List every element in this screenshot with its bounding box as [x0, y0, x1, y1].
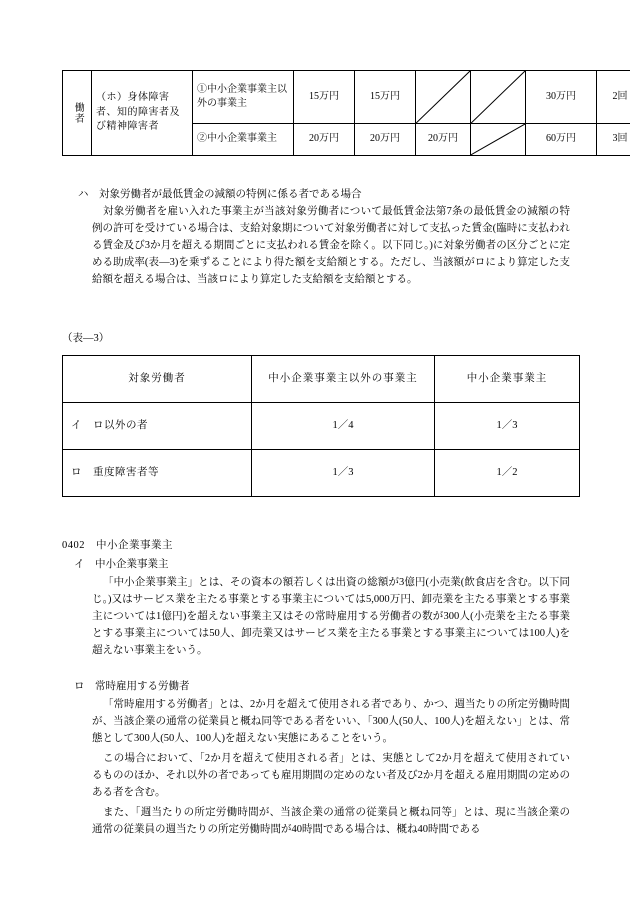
cell-category: （ホ）身体障害者、知的障害者及び精神障害者	[92, 71, 193, 156]
cell-total-amount: 30万円	[526, 71, 597, 124]
section-ha-label: ハ 対象労働者が最低賃金の減額の特例に係る者である場合	[78, 189, 362, 200]
section-0402-item-ro-label: ロ 常時雇用する労働者	[74, 681, 190, 692]
table-header-row	[63, 356, 580, 403]
cell-total-amount: 60万円	[526, 124, 597, 156]
cell-amount-1: 15万円	[294, 71, 355, 124]
cell-subcategory: ②中小企業事業主	[193, 124, 294, 156]
benefit-amount-table	[62, 70, 628, 156]
cell-amount-2: 20万円	[355, 124, 416, 156]
cell-subcategory: ①中小企業事業主以外の事業主	[193, 71, 294, 124]
table3-grid	[62, 355, 580, 497]
table-row	[63, 450, 580, 497]
cell-amount-2: 15万円	[355, 71, 416, 124]
diagonal-line-icon	[471, 124, 525, 155]
table3-cell-non-sme: 1／3	[252, 450, 435, 497]
table3-header-sme: 中小企業事業主	[435, 356, 580, 403]
table3-cell-non-sme: 1／4	[252, 403, 435, 450]
table3-row-text: 重度障害者等	[93, 466, 159, 478]
section-0402-item-ro-body3: また、「週当たりの所定労働時間が、当該企業の通常の従業員と概ね同等」とは、現に当該企業の通常の従業員の週当たりの所定労働時間が40時間である場合は、概ね40時間である	[92, 807, 570, 835]
table3-row-mark: ロ	[71, 466, 82, 478]
diagonal-line-icon	[416, 71, 470, 123]
table3-caption: （表―3）	[62, 333, 110, 344]
benefit-amount-grid	[62, 70, 630, 156]
section-0402-heading: 0402 中小企業事業主	[62, 540, 173, 551]
table3-cell-sme: 1／2	[435, 450, 580, 497]
table3-row-label	[63, 403, 252, 450]
table3-cell-sme: 1／3	[435, 403, 580, 450]
cell-diagonal-3	[471, 124, 526, 156]
row-header-vertical: 働者	[63, 71, 92, 156]
table-row	[63, 403, 580, 450]
cell-amount-3: 20万円	[416, 124, 471, 156]
table3-row-text: ロ以外の者	[93, 419, 148, 431]
table3	[62, 355, 570, 497]
section-0402-item-i-label: イ 中小企業事業主	[74, 559, 169, 570]
table3-header-non-sme: 中小企業事業主以外の事業主	[252, 356, 435, 403]
cell-count: 2回	[597, 71, 630, 124]
section-0402-item-i-body: 「中小企業事業主」とは、その資本の額若しくは出資の総額が3億円(小売業(飲食店を含む。以下同じ。)又はサービス業を主たる事業とする事業主については5,000万円、卸売業を主たる事業とする事業主については1億円)を超えない事業主又はその常時雇用する労働者の数が300人(小売業を主たる事業とする事業主については50人、卸売業又はサービス業を主たる事業とする事業主については100人)を超えない事業主をいう。	[92, 577, 571, 656]
diagonal-line-icon	[471, 71, 525, 123]
cell-diagonal-2	[471, 71, 526, 124]
section-0402-item-ro-body1: 「常時雇用する労働者」とは、2か月を超えて使用される者であり、かつ、週当たりの所定労働時間が、当該企業の通常の従業員と概ね同等である者をいい、「300人(50人、100人)を超えない」とは、常態として300人(50人、100人)を超えない実態にあることをいう。	[92, 699, 570, 744]
table-row	[63, 71, 630, 124]
table3-header-target-worker: 対象労働者	[63, 356, 252, 403]
cell-amount-1: 20万円	[294, 124, 355, 156]
section-0402-item-ro-body2: この場合において、「2か月を超えて使用される者」とは、実態として2か月を超えて使用されているもののほか、それ以外の者であっても雇用期間の定めのない者及び2か月を超える雇用期間の定めのある者を含む。	[92, 753, 570, 798]
section-ha-body: 対象労働者を雇い入れた事業主が当該対象労働者について最低賃金法第7条の最低賃金の減額の特例の許可を受けている場合は、支給対象期について対象労働者に対して支払った賃金(臨時に支払われる賃金及び3か月を超える期間ごとに支払われる賃金を除く。以下同じ。)に対象労働者の区分ごとに定める助成率(表―3)を乗ずることにより得た額を支給額とする。ただし、当該額がロにより算定した支給額を超える場合は、当該ロにより算定した支給額を支給額とする。	[92, 206, 570, 285]
cell-diagonal-1	[416, 71, 471, 124]
table3-row-label	[63, 450, 252, 497]
table3-row-mark: イ	[71, 419, 82, 431]
cell-count: 3回	[597, 124, 630, 156]
